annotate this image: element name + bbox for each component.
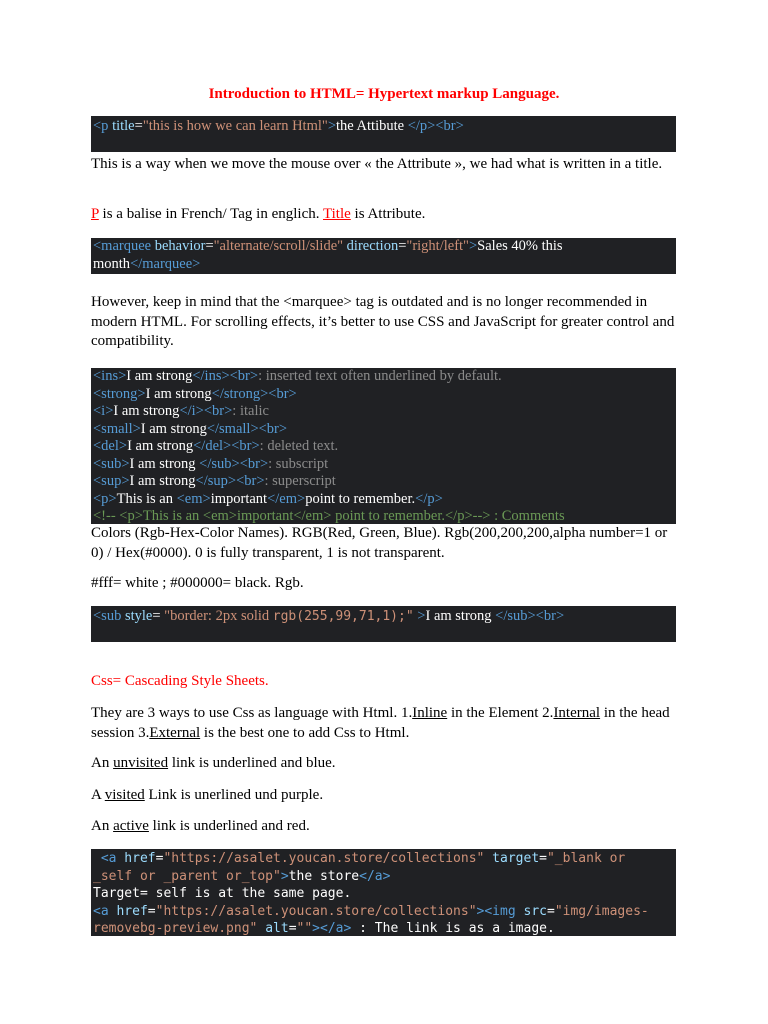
page-title: Introduction to HTML= Hypertext markup Language.	[208, 86, 560, 102]
code-block-anchor	[91, 849, 676, 936]
code-line: month</marquee>	[93, 255, 201, 272]
css-heading: Css= Cascading Style Sheets.	[91, 673, 269, 689]
code-block-title-attribute	[91, 116, 676, 152]
paragraph-tag-attribute: P is a balise in French/ Tag in englich. Title is Attribute.	[91, 206, 426, 222]
code-line: <sup>I am strong</sup><br>: superscript	[93, 473, 336, 489]
code-line: <small>I am strong</small><br>	[93, 420, 288, 437]
paragraph-marquee-outdated: However, keep in mind that the <marquee> tag is outdated and is no longer recommended in modern HTML. For scrolling effects, it’s better to use CSS and JavaScript for greater control and compatibility.	[91, 294, 675, 349]
code-line: <strong>I am strong</strong><br>	[93, 385, 297, 402]
code-line: <p>This is an <em>important</em>point to remember.</p>	[93, 490, 443, 507]
paragraph-title-explanation: This is a way when we move the mouse over « the Attribute », we had what is written in a title.	[91, 156, 663, 172]
code-line: removebg-preview.png" alt=""></a> : The link is as a image.	[93, 921, 555, 936]
code-line: <sub style= "border: 2px solid rgb(255,99,71,1);" >I am strong </sub><br>	[93, 608, 565, 624]
code-line: <i>I am strong</i><br>: italic	[93, 403, 269, 419]
code-line: <ins>I am strong</ins><br>: inserted text often underlined by default.	[93, 368, 502, 384]
code-line: <p title="this is how we can learn Html">the Attibute </p><br>	[93, 118, 464, 134]
code-line: <sub>I am strong </sub><br>: subscript	[93, 455, 329, 472]
paragraph-active-link: An active link is underlined and red.	[91, 818, 310, 834]
code-block-text-formatting	[91, 368, 676, 524]
paragraph-visited-link: A visited Link is unerlined und purple.	[91, 787, 324, 803]
code-line: <marquee behavior="alternate/scroll/slide" direction="right/left">Sales 40% this	[93, 238, 563, 254]
paragraph-css-ways: They are 3 ways to use Css as language with Html. 1.Inline in the Element 2.Internal in the head session 3.External is the best one to add Css to Html.	[91, 705, 670, 741]
code-comment-line: <!-- <p>This is an <em>important</em> point to remember.</p>--> : Comments	[93, 508, 565, 524]
code-line: _self or _parent or_top">the store</a>	[93, 868, 391, 884]
code-line: <a href="https://asalet.youcan.store/collections"><img src="img/images-	[93, 903, 649, 919]
paragraph-colors: Colors (Rgb-Hex-Color Names). RGB(Red, Green, Blue). Rgb(200,200,200,alpha number=1 or 0) / Hex(#0000). 0 is fully transparent, 1 is not transparent.	[91, 525, 668, 561]
paragraph-hex-colors: #fff= white ; #000000= black. Rgb.	[91, 575, 304, 591]
code-line: <a href="https://asalet.youcan.store/collections" target="_blank or	[100, 851, 626, 866]
code-block-marquee	[91, 238, 676, 274]
paragraph-unvisited-link: An unvisited link is underlined and blue.	[91, 755, 336, 771]
code-line: Target= self is at the same page.	[93, 886, 352, 901]
code-line: <del>I am strong</del><br>: deleted text.	[93, 438, 339, 454]
code-block-sub-style	[91, 606, 676, 642]
